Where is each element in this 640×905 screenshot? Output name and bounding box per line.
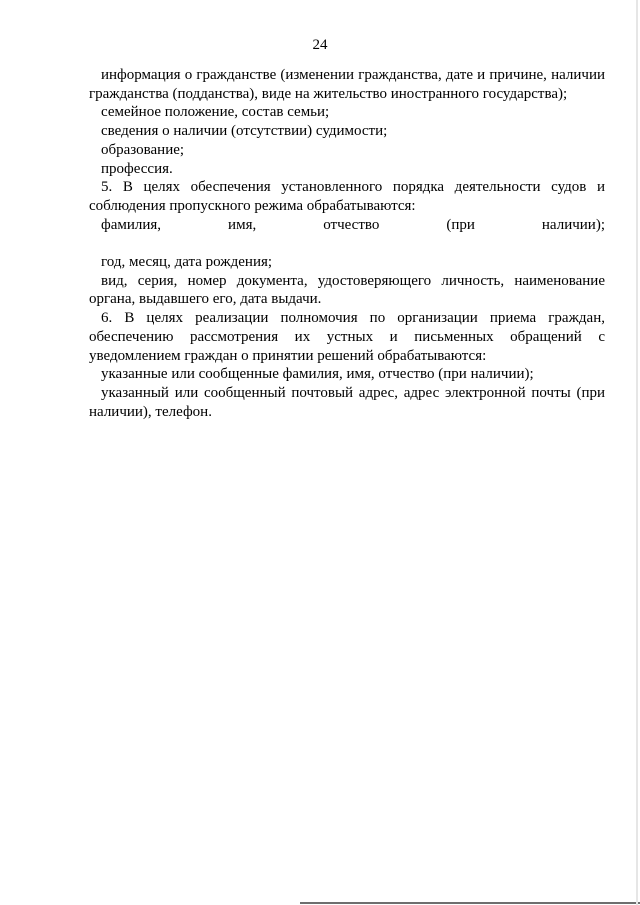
paragraph-family-status: семейное положение, состав семьи; bbox=[101, 104, 330, 121]
paragraph-item-5: 5. В целях обеспечения установленного порядка деятельности судов и соблюдения пропускного режима обрабатываются: bbox=[89, 179, 605, 214]
paragraph-profession: профессия. bbox=[101, 160, 173, 177]
paragraph-full-name: фамилия, имя, отчество (при наличии); bbox=[101, 216, 605, 233]
paragraph-education: образование; bbox=[101, 141, 185, 158]
paragraph-birth-date: год, месяц, дата рождения; bbox=[101, 254, 273, 271]
paragraph-reported-name: указанные или сообщенные фамилия, имя, отчество (при наличии); bbox=[101, 366, 534, 383]
paragraph-identity-document: вид, серия, номер документа, удостоверяющего личность, наименование органа, выдавшего его, дата выдачи. bbox=[89, 272, 605, 308]
page-number: 24 bbox=[312, 37, 328, 53]
paragraph-citizenship: информация о гражданстве (изменении гражданства, дате и причине, наличии гражданства (подданства), виде на жительство иностранного государства); bbox=[89, 67, 605, 102]
paragraph-contact-details: указанный или сообщенный почтовый адрес, адрес электронной почты (при наличии), телефон. bbox=[89, 384, 605, 420]
scan-edge-bottom bbox=[300, 902, 640, 904]
document-body bbox=[89, 66, 605, 421]
scan-edge-right bbox=[636, 0, 638, 905]
paragraph-item-6: 6. В целях реализации полномочия по организации приема граждан, обеспечению рассмотрения их устных и письменных обращений с уведомлением граждан о принятии решений обрабатываются: bbox=[89, 310, 605, 364]
paragraph-criminal-record: сведения о наличии (отсутствии) судимости; bbox=[101, 123, 388, 140]
